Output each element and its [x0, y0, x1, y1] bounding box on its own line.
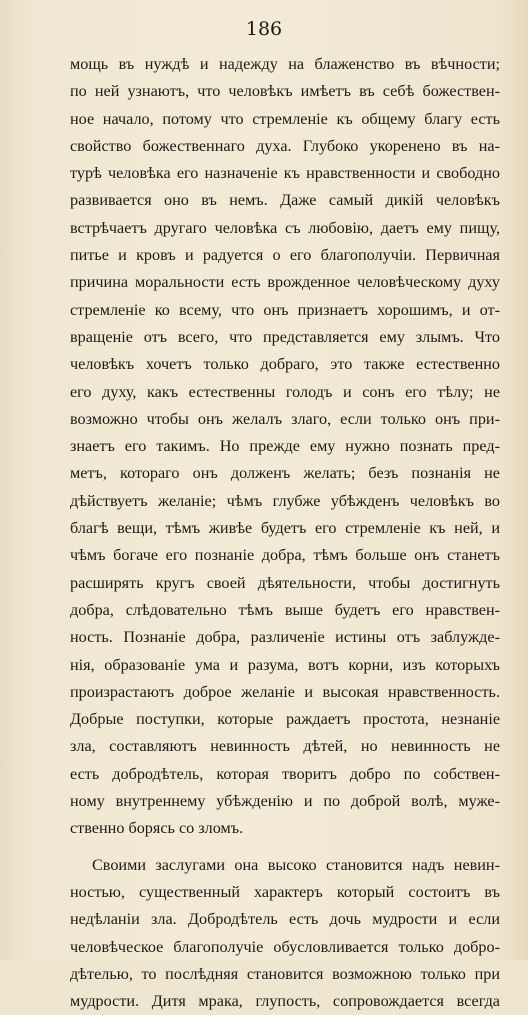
paragraph-1	[70, 51, 500, 843]
text-line: недѣланіи зла. Добродѣтель есть дочь мудрости и если	[70, 910, 500, 929]
text-line: расширять кругъ своей дѣятельности, чтобы достигнуть	[70, 573, 500, 592]
text-line: мощь въ нуждѣ и надежду на блаженство въ вѣчности;	[70, 55, 500, 73]
text-line: развивается оно въ немъ. Даже самый дикій человѣкъ	[70, 191, 500, 210]
text-line: вращеніе отъ всего, что представляется ему злымъ. Что	[70, 327, 500, 346]
body-text	[70, 51, 500, 1015]
text-line: Своими заслугами она высоко становится надъ невин-	[92, 855, 500, 874]
text-line: стремленіе ко всему, что онъ признаетъ хорошимъ, и от-	[70, 300, 500, 319]
text-line: свойство божественнаго духа. Глубоко укоренено въ на-	[70, 136, 500, 155]
text-line: зла, составляютъ невинность дѣтей, но невинность не	[70, 737, 500, 756]
paragraph-2	[70, 852, 500, 1015]
text-line: человѣческое благополучіе обусловливается только добро-	[70, 937, 500, 956]
paragraph-gap	[70, 843, 500, 852]
text-line: человѣкъ хочетъ только добраго, это также естественно	[70, 355, 500, 374]
text-line: знаетъ его такимъ. Но прежде ему нужно познать пред-	[70, 437, 500, 456]
text-line: его духу, какъ естественны голодъ и сонъ его тѣлу; не	[70, 382, 500, 401]
text-line: ному внутреннему убѣжденію и по доброй волѣ, муже-	[70, 792, 500, 811]
text-line: причина моральности есть врожденное человѣческому духу	[70, 273, 500, 292]
text-line: нія, образованіе ума и разума, вотъ корни, изъ которыхъ	[70, 655, 500, 674]
text-line: дѣтелью, то послѣдняя становится возможною только при	[70, 964, 500, 983]
text-line: по ней узнаютъ, что человѣкъ имѣетъ въ себѣ божествен-	[70, 82, 500, 101]
text-line: ное начало, потому что стремленіе къ общему благу есть	[70, 109, 500, 128]
text-line: турѣ человѣка его назначеніе къ нравственности и свободно	[70, 164, 500, 183]
text-line: встрѣчаетъ другаго человѣка съ любовію, даетъ ему пищу,	[70, 218, 500, 237]
text-line: Добрые поступки, которые раждаетъ простота, незнаніе	[70, 710, 500, 729]
page-number: 186	[245, 18, 283, 40]
text-line: мудрости. Дитя мрака, глупость, сопровождается всегда	[70, 992, 500, 1011]
text-line: метъ, котораго онъ долженъ желать; безъ познанія не	[70, 464, 500, 483]
text-line: есть добродѣтель, которая творитъ добро по собствен-	[70, 764, 500, 783]
text-line: дѣйствуетъ желаніе; чѣмъ глубже убѣжденъ человѣкъ во	[70, 491, 500, 510]
text-line: питье и кровъ и радуется о его благополучіи. Первичная	[70, 246, 500, 265]
text-line: благѣ вещи, тѣмъ живѣе будетъ его стремленіе къ ней, и	[70, 519, 500, 538]
text-line: добра, слѣдовательно тѣмъ выше будетъ его нравствен-	[70, 600, 500, 619]
text-line: произрастаютъ доброе желаніе и высокая нравственность.	[70, 682, 500, 701]
text-line: возможно чтобы онъ желалъ злаго, если только онъ при-	[70, 409, 500, 428]
text-line: ственно борясь со зломъ.	[70, 819, 244, 838]
text-line: ностью, существенный характеръ который состоитъ въ	[70, 882, 500, 901]
text-line: чѣмъ богаче его познаніе добра, тѣмъ больше онъ станетъ	[70, 546, 500, 565]
text-line: ность. Познаніе добра, различеніе истины отъ заблужде-	[70, 628, 500, 647]
